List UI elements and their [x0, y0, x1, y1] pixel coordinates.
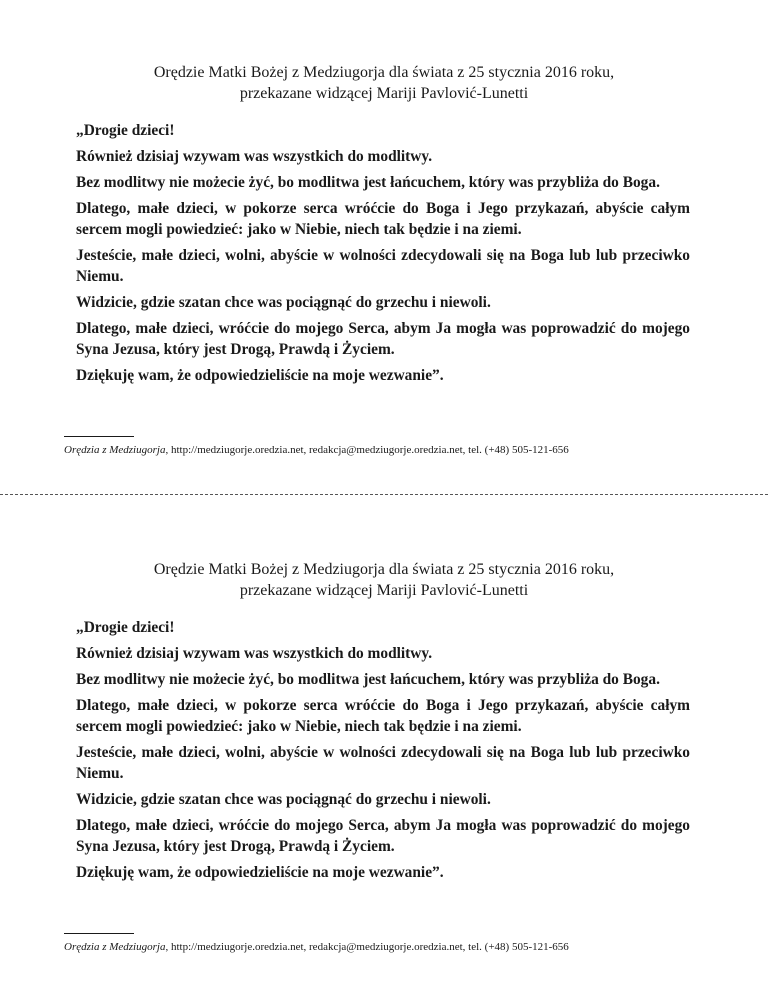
title-line-1: Orędzie Matki Bożej z Medziugorja dla świata z 25 stycznia 2016 roku,: [153, 64, 615, 81]
message-paragraph: Dlatego, małe dzieci, w pokorze serca wróćcie do Boga i Jego przykazań, abyście całym sercem mogli powiedzieć: jako w Niebie, niech tak będzie i na ziemi.: [76, 697, 690, 735]
footnote-contact: , http://medziugorje.oredzia.net, redakcja@medziugorje.oredzia.net, tel. (+48) 505-121-656: [165, 444, 569, 456]
footnote-divider: [64, 436, 134, 437]
message-paragraph: Bez modlitwy nie możecie żyć, bo modlitwa jest łańcuchem, który was przybliża do Boga.: [76, 671, 660, 688]
message-paragraph: Jesteście, małe dzieci, wolni, abyście w wolności zdecydowali się na Boga lub lub przeciwko Niemu.: [76, 247, 690, 285]
title-line-2: przekazane widzącej Mariji Pavlović-Lunetti: [239, 85, 529, 102]
footnote-divider: [64, 933, 134, 934]
message-paragraph: Dlatego, małe dzieci, w pokorze serca wróćcie do Boga i Jego przykazań, abyście całym sercem mogli powiedzieć: jako w Niebie, niech tak będzie i na ziemi.: [76, 200, 690, 238]
message-paragraph: Jesteście, małe dzieci, wolni, abyście w wolności zdecydowali się na Boga lub lub przeciwko Niemu.: [76, 744, 690, 782]
message-paragraph: Widzicie, gdzie szatan chce was pociągnąć do grzechu i niewoli.: [76, 791, 491, 808]
message-paragraph: Dlatego, małe dzieci, wróćcie do mojego Serca, abym Ja mogła was poprowadzić do mojego Syna Jezusa, który jest Drogą, Prawdą i Życiem.: [76, 320, 690, 358]
title-line-2: przekazane widzącej Mariji Pavlović-Lunetti: [239, 582, 529, 599]
cut-line-divider: [0, 494, 768, 495]
message-paragraph: Również dzisiaj wzywam was wszystkich do modlitwy.: [76, 645, 433, 662]
page-title: [0, 62, 768, 104]
message-paragraph: Bez modlitwy nie możecie żyć, bo modlitwa jest łańcuchem, który was przybliża do Boga.: [76, 174, 660, 191]
footnote: [64, 940, 764, 954]
message-paragraph: „Drogie dzieci!: [76, 619, 175, 636]
page-title: [0, 559, 768, 601]
footnote-source: Orędzia z Medziugorja: [64, 941, 166, 953]
message-paragraph: Dziękuję wam, że odpowiedzieliście na moje wezwanie”.: [76, 367, 444, 384]
message-paragraph: Dziękuję wam, że odpowiedzieliście na moje wezwanie”.: [76, 864, 444, 881]
message-paragraph: Widzicie, gdzie szatan chce was pociągnąć do grzechu i niewoli.: [76, 294, 491, 311]
message-body: [76, 617, 690, 888]
title-line-1: Orędzie Matki Bożej z Medziugorja dla świata z 25 stycznia 2016 roku,: [153, 561, 615, 578]
message-paragraph: Dlatego, małe dzieci, wróćcie do mojego Serca, abym Ja mogła was poprowadzić do mojego Syna Jezusa, który jest Drogą, Prawdą i Życiem.: [76, 817, 690, 855]
message-paragraph: Również dzisiaj wzywam was wszystkich do modlitwy.: [76, 148, 433, 165]
footnote-contact: , http://medziugorje.oredzia.net, redakcja@medziugorje.oredzia.net, tel. (+48) 505-121-656: [165, 941, 569, 953]
message-paragraph: „Drogie dzieci!: [76, 122, 175, 139]
message-body: [76, 120, 690, 391]
footnote: [64, 443, 764, 457]
footnote-source: Orędzia z Medziugorja: [64, 444, 166, 456]
